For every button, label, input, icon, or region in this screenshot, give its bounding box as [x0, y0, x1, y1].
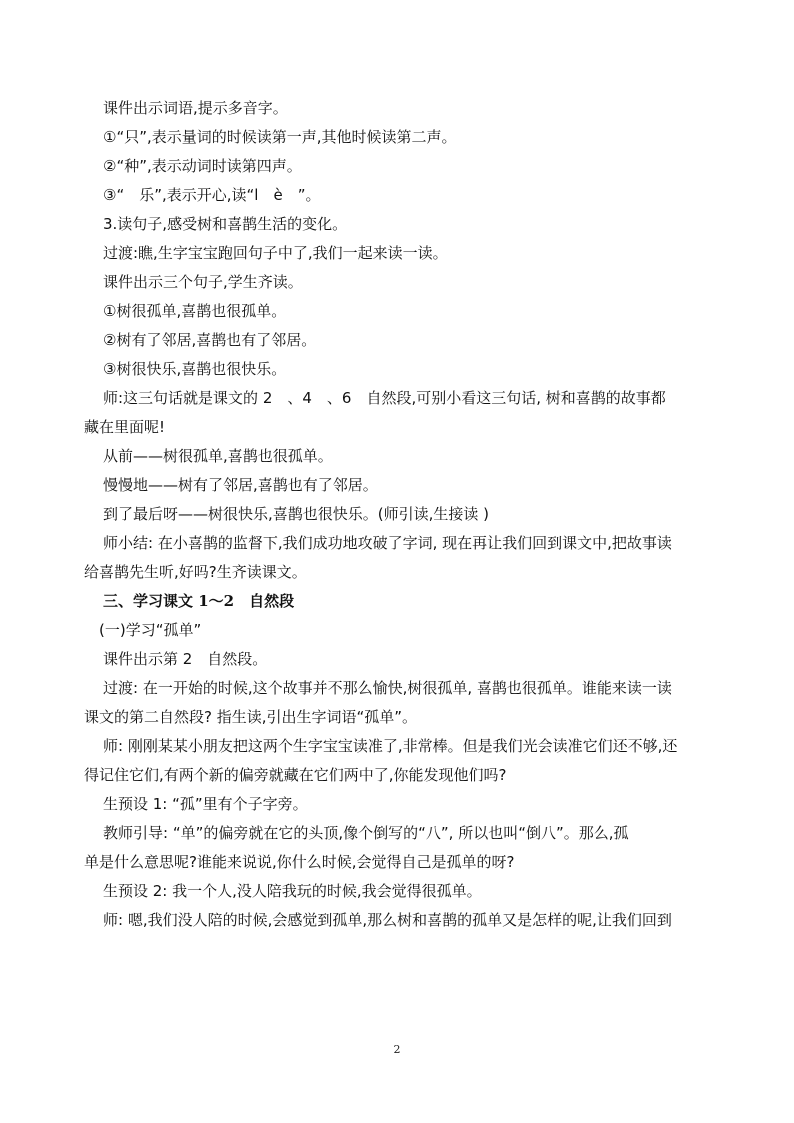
paragraph-line: ③“ 乐”,表示开心,读“l è ”。 [103, 186, 321, 204]
paragraph-line: 给喜鹊先生听,好吗?生齐读课文。 [84, 563, 307, 581]
paragraph-line: 师:这三句话就是课文的 2 、4 、6 自然段,可别小看这三句话, 树和喜鹊的故事都 [103, 389, 666, 407]
paragraph-line: 过渡: 在一开始的时候,这个故事并不那么愉快,树很孤单, 喜鹊也很孤单。谁能来读一读 [103, 679, 672, 697]
paragraph-line: 师: 嗯,我们没人陪的时候,会感觉到孤单,那么树和喜鹊的孤单又是怎样的呢,让我们回到 [103, 911, 672, 929]
paragraph-line: 3.读句子,感受树和喜鹊生活的变化。 [103, 215, 348, 233]
paragraph-line: 课件出示三个句子,学生齐读。 [103, 273, 303, 291]
paragraph-line: 过渡:瞧,生字宝宝跑回句子中了,我们一起来读一读。 [103, 244, 448, 262]
paragraph-line: ②树有了邻居,喜鹊也有了邻居。 [103, 331, 317, 349]
paragraph-line: 课文的第二自然段? 指生读,引出生字词语“孤单”。 [84, 708, 418, 726]
paragraph-line: 师: 刚刚某某小朋友把这两个生字宝宝读准了,非常棒。但是我们光会读准它们还不够,还 [103, 737, 678, 755]
paragraph-line: 从前——树很孤单,喜鹊也很孤单。 [103, 447, 333, 465]
paragraph-line: ①树很孤单,喜鹊也很孤单。 [103, 302, 287, 320]
paragraph-line: ②“种”,表示动词时读第四声。 [103, 157, 302, 175]
paragraph-line: 慢慢地——树有了邻居,喜鹊也有了邻居。 [103, 476, 378, 494]
paragraph-line: 教师引导: “单”的偏旁就在它的头顶,像个倒写的“八”, 所以也叫“倒八”。那么,孤 [103, 824, 629, 842]
subsection-heading: (一)学习“孤单” [99, 621, 202, 639]
paragraph-line: 师小结: 在小喜鹊的监督下,我们成功地攻破了字词, 现在再让我们回到课文中,把故事读 [103, 534, 672, 552]
paragraph-line: 课件出示词语,提示多音字。 [103, 99, 288, 117]
paragraph-line: 藏在里面呢! [84, 418, 166, 436]
paragraph-line: ①“只”,表示量词的时候读第一声,其他时候读第二声。 [103, 128, 457, 146]
paragraph-line: 生预设 2: 我一个人,没人陪我玩的时候,我会觉得很孤单。 [103, 882, 482, 900]
paragraph-line: 单是什么意思呢?谁能来说说,你什么时候,会觉得自己是孤单的呀? [84, 853, 515, 871]
page-number: 2 [393, 1043, 401, 1056]
paragraph-line: 生预设 1: “孤”里有个子字旁。 [103, 795, 308, 813]
paragraph-line: 到了最后呀——树很快乐,喜鹊也很快乐。(师引读,生接读 ) [103, 505, 490, 523]
section-heading: 三、学习课文 1～2 自然段 [103, 592, 295, 610]
paragraph-line: ③树很快乐,喜鹊也很快乐。 [103, 360, 287, 378]
paragraph-line: 得记住它们,有两个新的偏旁就藏在它们两中了,你能发现他们吗? [84, 766, 507, 784]
paragraph-line: 课件出示第 2 自然段。 [103, 650, 268, 668]
document-body [84, 98, 724, 930]
